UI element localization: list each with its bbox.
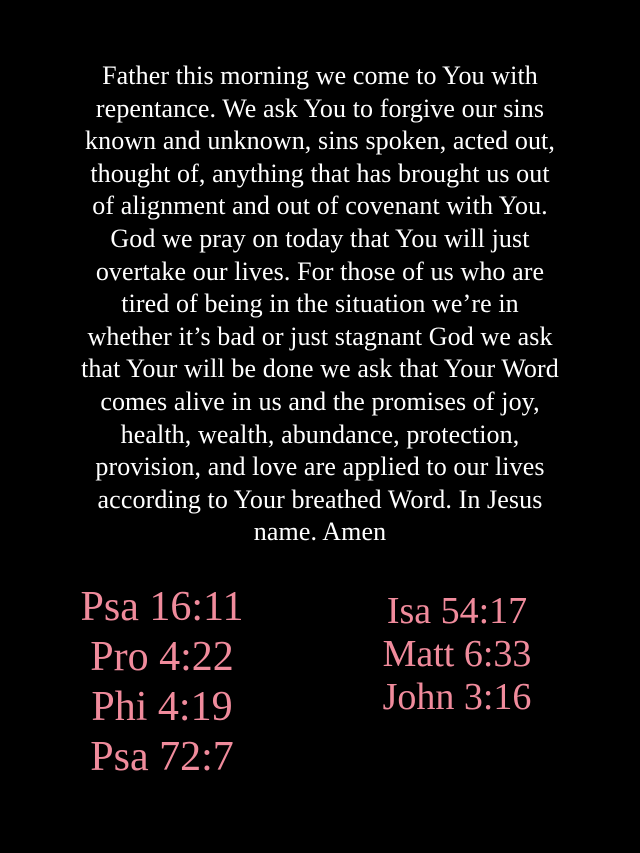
scripture-references-right: [352, 590, 562, 719]
scripture-reference: Phi 4:19: [91, 684, 233, 730]
scripture-reference: Pro 4:22: [90, 634, 234, 680]
prayer-line: God we pray on today that You will just: [110, 223, 530, 253]
prayer-line: that Your will be done we ask that Your Word: [81, 354, 559, 384]
prayer-text: [30, 60, 610, 549]
prayer-line: repentance. We ask You to forgive our sins: [95, 93, 545, 123]
scripture-references-left: [62, 582, 262, 782]
prayer-line: health, wealth, abundance, protection,: [120, 419, 520, 449]
prayer-line: whether it’s bad or just stagnant God we ask: [87, 321, 553, 351]
prayer-line: thought of, anything that has brought us out: [90, 158, 550, 188]
prayer-line: tired of being in the situation we’re in: [121, 289, 519, 319]
scripture-reference: Psa 72:7: [90, 734, 234, 780]
prayer-line: comes alive in us and the promises of joy,: [100, 386, 540, 416]
prayer-line: Father this morning we come to You with: [102, 61, 538, 90]
prayer-line: known and unknown, sins spoken, acted out,: [85, 126, 555, 156]
scripture-reference: John 3:16: [382, 676, 532, 718]
prayer-line: name. Amen: [253, 517, 387, 547]
prayer-line: provision, and love are applied to our lives: [95, 452, 545, 482]
scripture-reference: Matt 6:33: [382, 633, 532, 675]
prayer-line: according to Your breathed Word. In Jesus: [97, 484, 543, 514]
prayer-line: overtake our lives. For those of us who are: [95, 256, 545, 286]
prayer-line: of alignment and out of covenant with You.: [92, 191, 548, 221]
scripture-reference: Psa 16:11: [80, 584, 244, 630]
scripture-reference: Isa 54:17: [386, 590, 528, 632]
